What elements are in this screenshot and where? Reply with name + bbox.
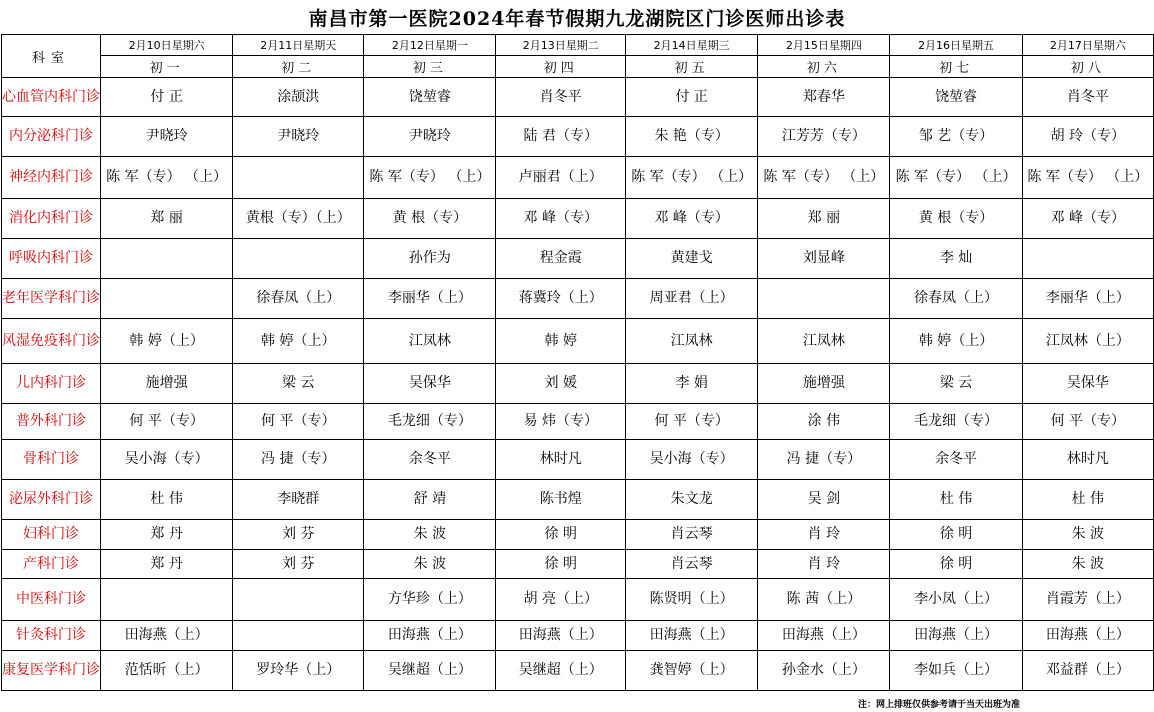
dept-label: 消化内科门诊 bbox=[2, 199, 101, 239]
dept-label: 中医科门诊 bbox=[2, 579, 101, 621]
doctor-cell: 何 平（专） bbox=[101, 404, 233, 440]
doctor-cell: 邓 峰（专） bbox=[496, 199, 626, 239]
doctor-cell: 肖冬平 bbox=[1022, 78, 1153, 117]
doctor-cell: 胡 亮（上） bbox=[496, 579, 626, 621]
doctor-cell: 尹晓玲 bbox=[364, 117, 496, 157]
doctor-cell: 朱文龙 bbox=[626, 480, 758, 520]
doctor-cell: 饶堃睿 bbox=[890, 78, 1022, 117]
doctor-cell: 田海燕（上） bbox=[1022, 621, 1153, 651]
doctor-cell: 田海燕（上） bbox=[758, 621, 890, 651]
doctor-cell: 涂 伟 bbox=[758, 404, 890, 440]
doctor-cell: 江芳芳（专） bbox=[758, 117, 890, 157]
doctor-cell: 吴小海（专） bbox=[626, 440, 758, 480]
doctor-cell: 田海燕（上） bbox=[364, 621, 496, 651]
doctor-cell: 朱 波 bbox=[364, 550, 496, 579]
doctor-cell: 余冬平 bbox=[364, 440, 496, 480]
doctor-cell bbox=[101, 579, 233, 621]
doctor-cell: 范恬昕（上） bbox=[101, 651, 233, 691]
table-row bbox=[2, 579, 1154, 621]
schedule-body bbox=[2, 78, 1154, 691]
dept-label: 妇科门诊 bbox=[2, 520, 101, 550]
date-header: 2月12日星期一 bbox=[364, 35, 496, 56]
doctor-cell: 肖 玲 bbox=[758, 520, 890, 550]
doctor-cell: 杜 伟 bbox=[1022, 480, 1153, 520]
table-row bbox=[2, 117, 1154, 157]
doctor-cell: 刘 媛 bbox=[496, 364, 626, 404]
date-header-row bbox=[2, 35, 1154, 56]
doctor-cell: 冯 捷（专） bbox=[758, 440, 890, 480]
doctor-cell: 郑 丹 bbox=[101, 520, 233, 550]
table-row bbox=[2, 621, 1154, 651]
doctor-cell: 刘显峰 bbox=[758, 239, 890, 279]
doctor-cell: 易 炜（专） bbox=[496, 404, 626, 440]
doctor-cell: 李 娟 bbox=[626, 364, 758, 404]
table-row bbox=[2, 364, 1154, 404]
doctor-cell: 林时凡 bbox=[496, 440, 626, 480]
doctor-cell bbox=[233, 579, 364, 621]
doctor-cell: 毛龙细（专） bbox=[364, 404, 496, 440]
dept-label: 心血管内科门诊 bbox=[2, 78, 101, 117]
doctor-cell: 陈 军（专） （上） bbox=[890, 157, 1022, 199]
doctor-cell: 邓 峰（专） bbox=[626, 199, 758, 239]
table-row bbox=[2, 480, 1154, 520]
table-row bbox=[2, 78, 1154, 117]
doctor-cell bbox=[758, 279, 890, 319]
doctor-cell: 李丽华（上） bbox=[364, 279, 496, 319]
doctor-cell: 李小凤（上） bbox=[890, 579, 1022, 621]
doctor-cell: 涂颉洪 bbox=[233, 78, 364, 117]
dept-column-header: 科室 bbox=[2, 35, 101, 78]
doctor-cell: 韩 婷（上） bbox=[101, 319, 233, 364]
doctor-cell: 郑 丽 bbox=[101, 199, 233, 239]
doctor-cell: 郑 丹 bbox=[101, 550, 233, 579]
table-row bbox=[2, 279, 1154, 319]
doctor-cell: 何 平（专） bbox=[626, 404, 758, 440]
doctor-cell bbox=[101, 279, 233, 319]
doctor-cell: 孙作为 bbox=[364, 239, 496, 279]
doctor-cell: 饶堃睿 bbox=[364, 78, 496, 117]
dept-label: 风湿免疫科门诊 bbox=[2, 319, 101, 364]
doctor-cell: 杜 伟 bbox=[890, 480, 1022, 520]
doctor-cell: 何 平（专） bbox=[1022, 404, 1153, 440]
doctor-cell bbox=[101, 239, 233, 279]
lunar-header: 初四 bbox=[496, 56, 626, 78]
doctor-cell: 程金霞 bbox=[496, 239, 626, 279]
doctor-cell: 黄 根（专） bbox=[890, 199, 1022, 239]
doctor-cell bbox=[233, 239, 364, 279]
doctor-cell: 林时凡 bbox=[1022, 440, 1153, 480]
doctor-cell: 陈 茜（上） bbox=[758, 579, 890, 621]
date-header: 2月17日星期六 bbox=[1022, 35, 1153, 56]
table-row bbox=[2, 157, 1154, 199]
doctor-cell: 吴保华 bbox=[364, 364, 496, 404]
doctor-cell: 吴小海（专） bbox=[101, 440, 233, 480]
doctor-cell: 吴继超（上） bbox=[496, 651, 626, 691]
doctor-cell: 陈 军（专） （上） bbox=[1022, 157, 1153, 199]
dept-label: 针灸科门诊 bbox=[2, 621, 101, 651]
lunar-header: 初六 bbox=[758, 56, 890, 78]
doctor-cell: 邓益群（上） bbox=[1022, 651, 1153, 691]
doctor-cell: 韩 婷（上） bbox=[233, 319, 364, 364]
date-header: 2月14日星期三 bbox=[626, 35, 758, 56]
doctor-cell: 胡 玲（专） bbox=[1022, 117, 1153, 157]
doctor-cell: 黄根（专）（上） bbox=[233, 199, 364, 239]
doctor-cell: 陈 军（专） （上） bbox=[101, 157, 233, 199]
doctor-cell: 陈 军（专） （上） bbox=[364, 157, 496, 199]
doctor-cell: 杜 伟 bbox=[101, 480, 233, 520]
doctor-cell: 朱 波 bbox=[1022, 550, 1153, 579]
table-row bbox=[2, 550, 1154, 579]
date-header: 2月15日星期四 bbox=[758, 35, 890, 56]
doctor-cell: 肖霞芳（上） bbox=[1022, 579, 1153, 621]
schedule-table bbox=[1, 34, 1154, 691]
doctor-cell: 陈 军（专） （上） bbox=[626, 157, 758, 199]
date-header: 2月10日星期六 bbox=[101, 35, 233, 56]
dept-label: 骨科门诊 bbox=[2, 440, 101, 480]
doctor-cell: 陈贤明（上） bbox=[626, 579, 758, 621]
doctor-cell: 何 平（专） bbox=[233, 404, 364, 440]
doctor-cell: 冯 捷（专） bbox=[233, 440, 364, 480]
lunar-header: 初三 bbox=[364, 56, 496, 78]
table-row bbox=[2, 239, 1154, 279]
doctor-cell: 徐 明 bbox=[496, 520, 626, 550]
dept-label: 神经内科门诊 bbox=[2, 157, 101, 199]
doctor-cell: 李 灿 bbox=[890, 239, 1022, 279]
doctor-cell: 朱 艳（专） bbox=[626, 117, 758, 157]
doctor-cell: 肖 玲 bbox=[758, 550, 890, 579]
doctor-cell: 田海燕（上） bbox=[101, 621, 233, 651]
doctor-cell: 韩 婷 bbox=[496, 319, 626, 364]
doctor-cell: 施增强 bbox=[758, 364, 890, 404]
doctor-cell: 韩 婷（上） bbox=[890, 319, 1022, 364]
doctor-cell: 江凤林 bbox=[626, 319, 758, 364]
dept-label: 老年医学科门诊 bbox=[2, 279, 101, 319]
doctor-cell: 徐 明 bbox=[890, 550, 1022, 579]
doctor-cell: 邓 峰（专） bbox=[1022, 199, 1153, 239]
doctor-cell: 陈 军（专） （上） bbox=[758, 157, 890, 199]
date-header: 2月13日星期二 bbox=[496, 35, 626, 56]
doctor-cell: 舒 靖 bbox=[364, 480, 496, 520]
dept-label: 普外科门诊 bbox=[2, 404, 101, 440]
dept-label: 内分泌科门诊 bbox=[2, 117, 101, 157]
doctor-cell: 肖云琴 bbox=[626, 550, 758, 579]
doctor-cell: 施增强 bbox=[101, 364, 233, 404]
doctor-cell: 李丽华（上） bbox=[1022, 279, 1153, 319]
doctor-cell: 余冬平 bbox=[890, 440, 1022, 480]
doctor-cell: 付 正 bbox=[626, 78, 758, 117]
doctor-cell: 方华珍（上） bbox=[364, 579, 496, 621]
lunar-header: 初五 bbox=[626, 56, 758, 78]
doctor-cell: 田海燕（上） bbox=[496, 621, 626, 651]
doctor-cell: 蒋冀玲（上） bbox=[496, 279, 626, 319]
date-header: 2月11日星期天 bbox=[233, 35, 364, 56]
doctor-cell: 朱 波 bbox=[1022, 520, 1153, 550]
doctor-cell: 梁 云 bbox=[233, 364, 364, 404]
doctor-cell: 李如兵（上） bbox=[890, 651, 1022, 691]
doctor-cell: 黄建戈 bbox=[626, 239, 758, 279]
doctor-cell: 吴保华 bbox=[1022, 364, 1153, 404]
doctor-cell: 徐 明 bbox=[890, 520, 1022, 550]
lunar-header-row bbox=[2, 56, 1154, 78]
table-row bbox=[2, 319, 1154, 364]
table-row bbox=[2, 651, 1154, 691]
dept-label: 产科门诊 bbox=[2, 550, 101, 579]
doctor-cell: 吴继超（上） bbox=[364, 651, 496, 691]
doctor-cell: 李晓群 bbox=[233, 480, 364, 520]
doctor-cell bbox=[233, 621, 364, 651]
doctor-cell bbox=[233, 157, 364, 199]
table-row bbox=[2, 520, 1154, 550]
doctor-cell: 江凤林 bbox=[758, 319, 890, 364]
doctor-cell: 邹 艺（专） bbox=[890, 117, 1022, 157]
doctor-cell: 朱 波 bbox=[364, 520, 496, 550]
doctor-cell: 尹晓玲 bbox=[233, 117, 364, 157]
doctor-cell: 肖云琴 bbox=[626, 520, 758, 550]
doctor-cell: 田海燕（上） bbox=[626, 621, 758, 651]
doctor-cell: 刘 芬 bbox=[233, 520, 364, 550]
page-title: 南昌市第一医院2024年春节假期九龙湖院区门诊医师出诊表 bbox=[308, 8, 846, 30]
doctor-cell: 尹晓玲 bbox=[101, 117, 233, 157]
dept-label: 康复医学科门诊 bbox=[2, 651, 101, 691]
dept-label: 泌尿外科门诊 bbox=[2, 480, 101, 520]
doctor-cell: 黄 根（专） bbox=[364, 199, 496, 239]
doctor-cell bbox=[1022, 239, 1153, 279]
dept-label: 儿内科门诊 bbox=[2, 364, 101, 404]
doctor-cell: 毛龙细（专） bbox=[890, 404, 1022, 440]
footnote: 注：网上排班仅供参考请于当天出班为准 bbox=[857, 700, 1020, 710]
doctor-cell: 吴 剑 bbox=[758, 480, 890, 520]
doctor-cell: 刘 芬 bbox=[233, 550, 364, 579]
lunar-header: 初二 bbox=[233, 56, 364, 78]
doctor-cell: 卢丽君（上） bbox=[496, 157, 626, 199]
table-row bbox=[2, 199, 1154, 239]
doctor-cell: 郑春华 bbox=[758, 78, 890, 117]
doctor-cell: 郑 丽 bbox=[758, 199, 890, 239]
doctor-cell: 徐 明 bbox=[496, 550, 626, 579]
lunar-header: 初一 bbox=[101, 56, 233, 78]
doctor-cell: 龚智婷（上） bbox=[626, 651, 758, 691]
table-row bbox=[2, 440, 1154, 480]
doctor-cell: 江凤林 bbox=[364, 319, 496, 364]
doctor-cell: 付 正 bbox=[101, 78, 233, 117]
doctor-cell: 孙金水（上） bbox=[758, 651, 890, 691]
doctor-cell: 田海燕（上） bbox=[890, 621, 1022, 651]
doctor-cell: 梁 云 bbox=[890, 364, 1022, 404]
lunar-header: 初八 bbox=[1022, 56, 1153, 78]
doctor-cell: 罗玲华（上） bbox=[233, 651, 364, 691]
doctor-cell: 陈书煌 bbox=[496, 480, 626, 520]
table-row bbox=[2, 404, 1154, 440]
doctor-cell: 周亚君（上） bbox=[626, 279, 758, 319]
dept-label: 呼吸内科门诊 bbox=[2, 239, 101, 279]
doctor-cell: 肖冬平 bbox=[496, 78, 626, 117]
date-header: 2月16日星期五 bbox=[890, 35, 1022, 56]
doctor-cell: 陆 君（专） bbox=[496, 117, 626, 157]
doctor-cell: 江凤林（上） bbox=[1022, 319, 1153, 364]
doctor-cell: 徐春凤（上） bbox=[233, 279, 364, 319]
doctor-cell: 徐春凤（上） bbox=[890, 279, 1022, 319]
lunar-header: 初七 bbox=[890, 56, 1022, 78]
